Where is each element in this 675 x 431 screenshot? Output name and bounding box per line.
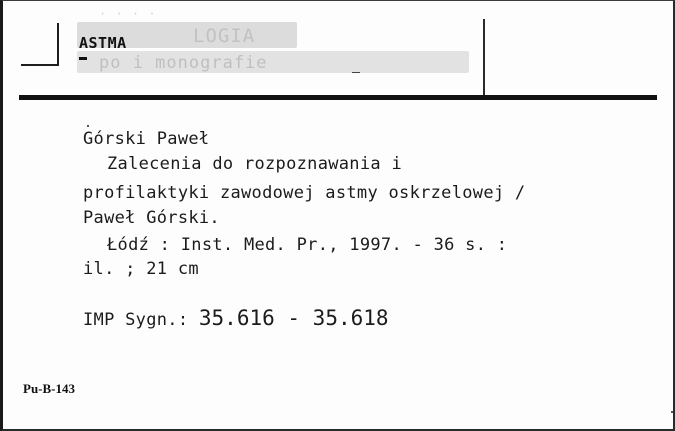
author-line: Górski Paweł (83, 129, 210, 149)
imprint-line-1: Łódź : Inst. Med. Pr., 1997. - 36 s. : (107, 235, 508, 255)
header-rule (19, 95, 657, 100)
faded-category-text: LOGIA (193, 25, 256, 47)
tab-divider-vertical (57, 23, 59, 66)
underline-mark (352, 72, 360, 73)
ink-speck (671, 411, 673, 413)
faded-subcategory-text: po i monografie (99, 53, 268, 73)
tab-divider-horizontal (21, 64, 59, 66)
title-line-1: Zalecenia do rozpoznawania i (107, 154, 402, 174)
call-number-line (83, 306, 389, 330)
call-number-label: IMP Sygn.: (83, 310, 199, 330)
call-number-value: 35.616 - 35.618 (198, 306, 389, 330)
header-divider-right (483, 19, 485, 96)
subject-marker (79, 57, 87, 60)
ink-speck (87, 125, 89, 127)
library-stamp: Pu-B-143 (23, 381, 75, 396)
title-line-3: Paweł Górski. (83, 208, 220, 228)
subject-heading: ASTMA (79, 34, 127, 52)
faded-header-text: · · · · (99, 7, 157, 21)
imprint-line-2: il. ; 21 cm (83, 259, 199, 279)
title-line-2: profilaktyki zawodowej astmy oskrzelowej / (83, 183, 526, 203)
